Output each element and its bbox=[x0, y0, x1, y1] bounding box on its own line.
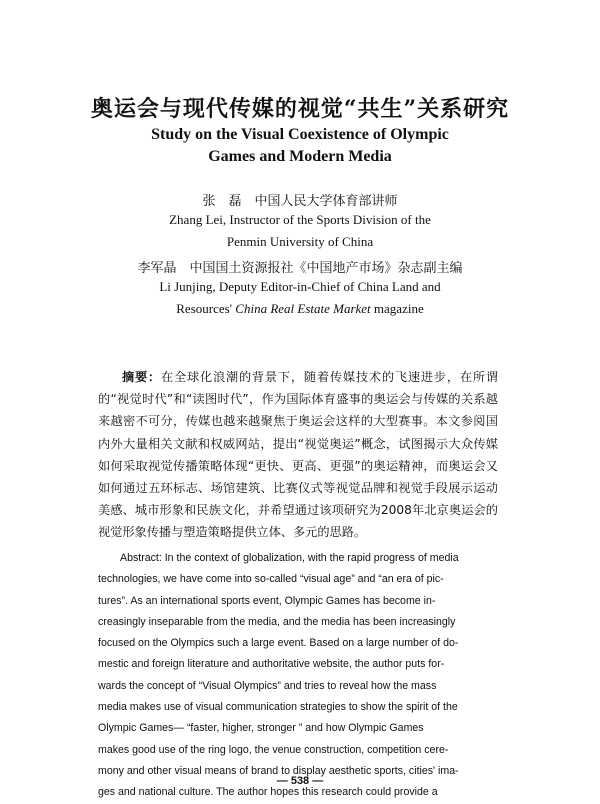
abstract-english bbox=[98, 548, 498, 804]
abstract-chinese-text: 在全球化浪潮的背景下，随着传媒技术的飞速进步，在所谓的“视觉时代”和“读图时代”，作为国际体育盛事的奥运会与传媒的关系越来越密不可分，传媒也越来越聚焦于奥运会这样的大型赛事。本文参阅国内外大量相关文献和权威网站，提出“视觉奥运”概念，试图揭示大众传媒如何采取视觉传播策略体现“更快、更高、更强”的奥运精神，而奥运会又如何通过五环标志、场馆建筑、比赛仪式等视觉品牌和视觉手段展示运动美感、城市形象和民族文化，并希望通过该项研究为2008年北京奥运会的视觉形象传播与塑造策略提供立体、多元的思路。 bbox=[98, 370, 499, 540]
abstract-english-line: media makes use of visual communication strategies to show the spirit of the bbox=[98, 701, 458, 714]
title-chinese: 奥运会与现代传媒的视觉“共生”关系研究 bbox=[90, 96, 510, 122]
title-english-line-2: Games and Modern Media bbox=[208, 148, 392, 165]
abstract-english-line: Abstract: In the context of globalization, with the rapid progress of media bbox=[120, 552, 459, 564]
author-2-english-line-2 bbox=[0, 301, 600, 317]
title-english-line-1: Study on the Visual Coexistence of Olympic bbox=[151, 126, 449, 143]
author-1-english-line-2: Penmin University of China bbox=[226, 234, 374, 249]
abstract-chinese bbox=[98, 366, 498, 544]
author-2-magazine-name: China Real Estate Market bbox=[235, 301, 371, 316]
abstract-english-line: technologies, we have come into so-called “visual age” and “an era of pic- bbox=[98, 573, 444, 586]
abstract-english-line: creasingly inseparable from the media, and the media has been increasingly bbox=[98, 615, 456, 628]
abstract-english-line: Olympic Games— “faster, higher, stronger ” and how Olympic Games bbox=[98, 722, 424, 735]
author-1-english-line-1: Zhang Lei, Instructor of the Sports Division of the bbox=[169, 212, 431, 227]
author-1-chinese: 张 磊 中国人民大学体育部讲师 bbox=[202, 194, 398, 209]
author-2-affiliation-prefix: Resources' bbox=[176, 301, 236, 316]
abstract-chinese-label: 摘要： bbox=[122, 370, 161, 384]
abstract-english-line: focused on the Olympics such a large event. Based on a large number of do- bbox=[98, 637, 459, 650]
abstract-english-line: mestic and foreign literature and authoritative website, the author puts for- bbox=[98, 658, 445, 671]
abstract-english-line: ges and national culture. The author hopes this research could provide a bbox=[98, 786, 438, 799]
abstract-chinese-indent bbox=[98, 370, 122, 384]
author-2-english-line-1: Li Junjing, Deputy Editor-in-Chief of China Land and bbox=[159, 279, 441, 294]
author-2-chinese: 李军晶 中国国土资源报社《中国地产市场》杂志副主编 bbox=[137, 261, 463, 276]
abstract-english-line: tures”. As an international sports event, Olympic Games has become in- bbox=[98, 594, 436, 607]
abstract-english-line: mony and other visual means of brand to display aesthetic sports, cities' ima- bbox=[98, 764, 459, 777]
abstract-english-line: makes good use of the ring logo, the venue construction, competition cere- bbox=[98, 743, 449, 756]
abstract-english-line: wards the concept of “Visual Olympics” and tries to reveal how the mass bbox=[98, 679, 437, 692]
page-number: — 538 — bbox=[276, 775, 324, 787]
author-2-affiliation-suffix: magazine bbox=[370, 301, 424, 316]
